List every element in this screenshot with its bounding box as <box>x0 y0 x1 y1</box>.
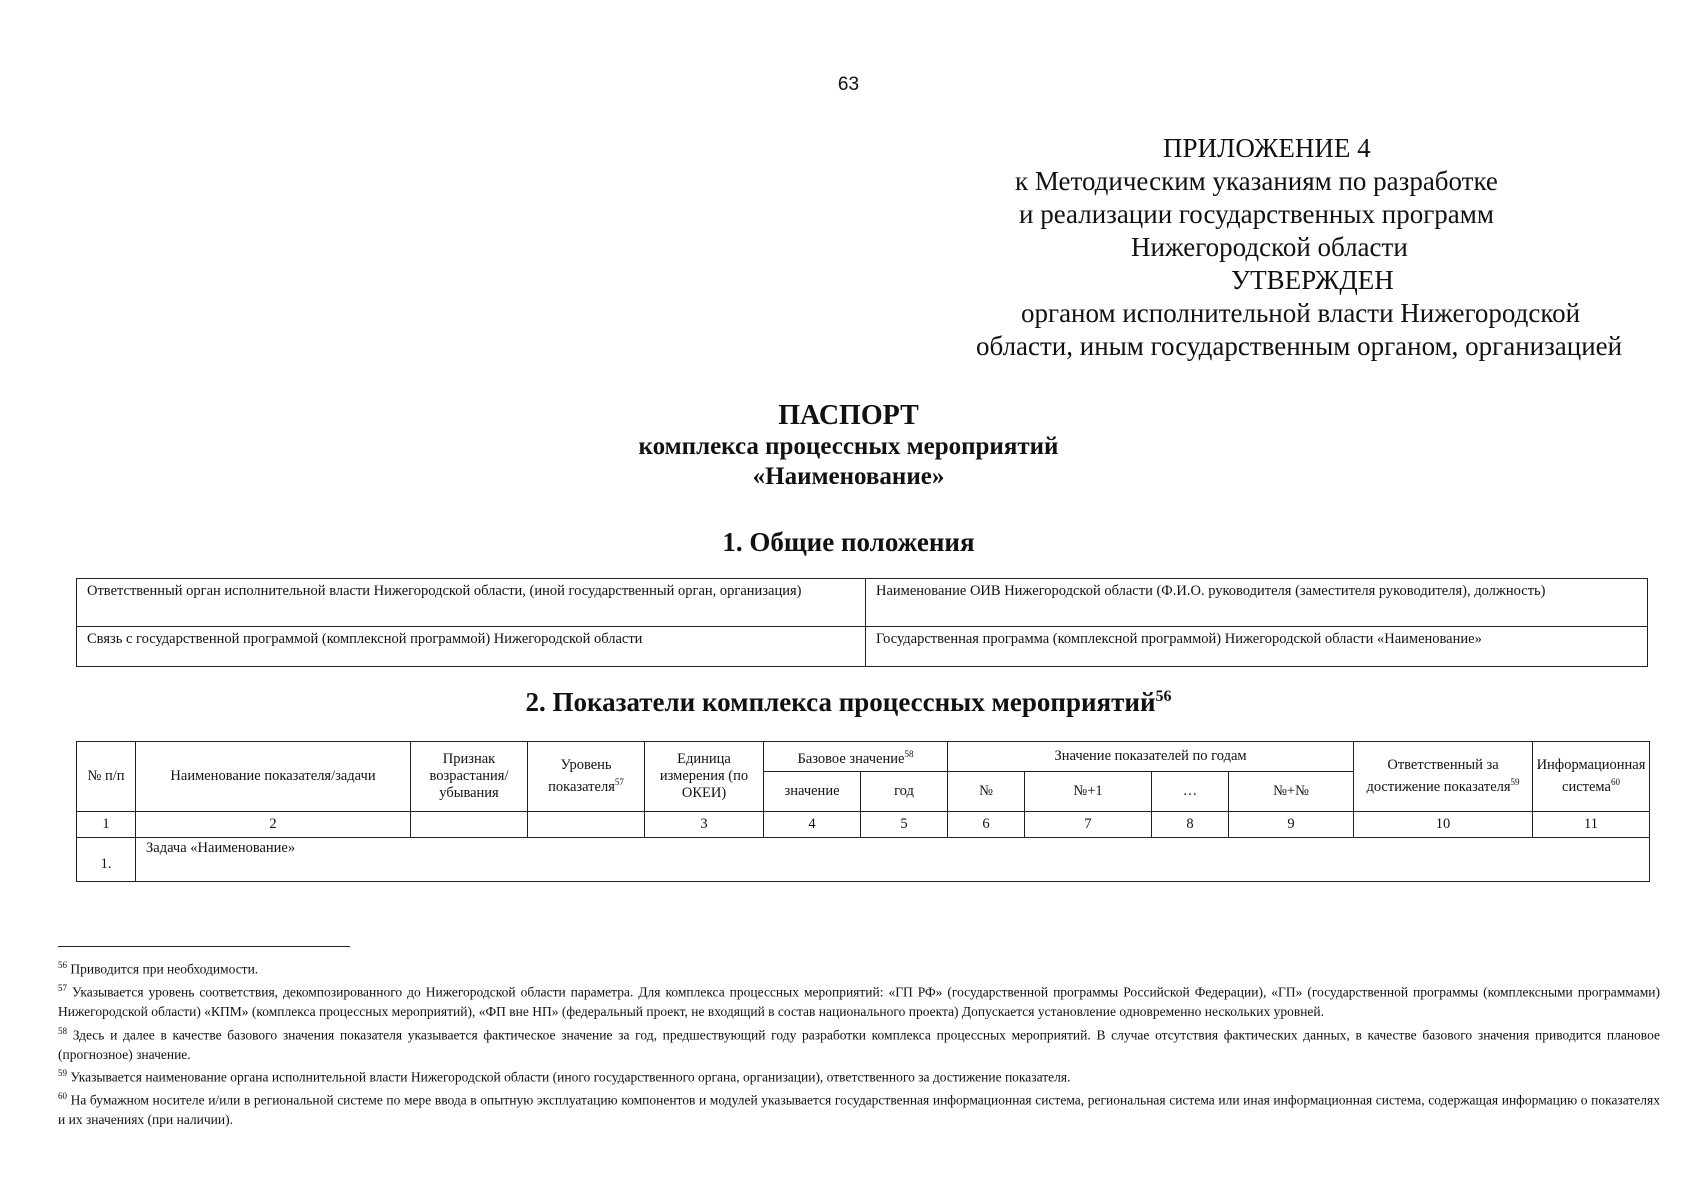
task-name: Задача «Наименование» <box>136 838 1650 882</box>
approved-label: УТВЕРЖДЕН <box>1231 265 1394 295</box>
title-main: ПАСПОРТ <box>778 400 919 431</box>
footnote-number: 60 <box>58 1091 67 1101</box>
table-cell-value: Государственная программа (комплексной программой) Нижегородской области «Наименование» <box>866 627 1648 667</box>
page-number: 63 <box>837 74 860 95</box>
footnote-ref: 58 <box>904 748 914 759</box>
header-responsible <box>1354 742 1533 812</box>
header-year-n: № <box>948 772 1025 812</box>
footnote <box>58 1022 1660 1065</box>
column-number: 4 <box>764 812 861 838</box>
footnote <box>58 956 1660 979</box>
footnote-number: 58 <box>58 1025 67 1036</box>
footnote-number: 56 <box>58 960 67 970</box>
column-number: 2 <box>136 812 411 838</box>
footnote-text: Указывается уровень соответствия, декомпозированного до Нижегородской области параметра. Для комплекса процессных мероприятий: «ГП РФ» (государственной программы Российской Федерации), «ГП» (государственной программы (комплексными программами) Нижегородской области) «КПМ» (комплекса процессных мероприятий), «ФП вне НП» (федеральный проект, не входящий в состав национального проекта) Допускается установление одновременно нескольких уровней. <box>58 984 1661 1019</box>
column-number: 10 <box>1354 812 1533 838</box>
column-number: 6 <box>948 812 1025 838</box>
footnotes <box>58 956 1660 1130</box>
appendix-line: к Методическим указаниям по разработке <box>1015 166 1498 196</box>
table-cell-value: Наименование ОИВ Нижегородской области (Ф.И.О. руководителя (заместителя руководителя), должность) <box>866 579 1648 627</box>
footnote-text: Здесь и далее в качестве базового значения показателя указывается фактическое значение за год, предшествующий году разработки комплекса процессных мероприятий. В случае отсутствия фактических данных, в качестве базового значения приводится плановое (прогнозное) значение. <box>58 1027 1660 1062</box>
footnote-ref: 60 <box>1610 777 1620 788</box>
section1-heading: 1. Общие положения <box>722 527 975 557</box>
column-number: 3 <box>645 812 764 838</box>
table-row <box>77 627 1648 667</box>
footnote-ref: 57 <box>614 777 624 788</box>
header-num: № п/п <box>77 742 136 812</box>
title-line: «Наименование» <box>752 463 945 490</box>
footnote-text: Приводится при необходимости. <box>70 961 259 977</box>
column-number: 7 <box>1025 812 1152 838</box>
header-base-year: год <box>861 772 948 812</box>
appendix-line: и реализации государственных программ <box>1019 199 1494 229</box>
header-row <box>77 742 1650 772</box>
column-number <box>411 812 528 838</box>
footnote-ref: 59 <box>1510 777 1520 788</box>
appendix-block <box>955 132 1675 363</box>
appendix-line: Нижегородской области <box>1131 232 1408 262</box>
appendix-title: ПРИЛОЖЕНИЕ 4 <box>1163 133 1371 163</box>
task-row <box>77 838 1650 882</box>
indicators-table <box>76 741 1650 882</box>
column-number: 11 <box>1533 812 1650 838</box>
column-number: 1 <box>77 812 136 838</box>
column-number: 5 <box>861 812 948 838</box>
column-number: 9 <box>1229 812 1354 838</box>
footnote-ref: 56 <box>1155 688 1172 705</box>
header-years: Значение показателей по годам <box>948 742 1354 772</box>
header-name: Наименование показателя/задачи <box>136 742 411 812</box>
header-system-text: Информационная система <box>1536 757 1646 795</box>
footnote-text: На бумажном носителе и/или в региональной системе по мере ввода в опытную эксплуатацию компонентов и модулей указывается государственная информационная система, региональная система или иная информационная система, содержащая информацию о показателях и их значениях (при наличии). <box>58 1092 1660 1127</box>
footnote-number: 57 <box>58 983 67 993</box>
header-base <box>764 742 948 772</box>
footnote <box>58 1087 1660 1130</box>
header-sign: Признак возрастания/ убывания <box>411 742 528 812</box>
footnote <box>58 1064 1660 1087</box>
table-cell-label: Связь с государственной программой (комплексной программой) Нижегородской области <box>77 627 866 667</box>
footnote-text: Указывается наименование органа исполнительной власти Нижегородской области (иного государственного органа, организации), ответственного за достижение показателя. <box>70 1069 1071 1085</box>
footnote-divider <box>58 946 350 947</box>
header-year-nn: №+№ <box>1229 772 1354 812</box>
header-system <box>1533 742 1650 812</box>
general-info-table <box>76 578 1648 667</box>
column-number: 8 <box>1152 812 1229 838</box>
header-level-text: Уровень показателя <box>548 757 615 795</box>
section2-heading-text: 2. Показатели комплекса процессных мероприятий <box>525 687 1156 717</box>
footnote-number: 59 <box>58 1068 67 1078</box>
header-unit: Единица измерения (по ОКЕИ) <box>645 742 764 812</box>
approved-by-line: органом исполнительной власти Нижегородской <box>1021 298 1581 328</box>
section2-heading <box>0 687 1697 718</box>
task-number: 1. <box>77 838 136 882</box>
table-row <box>77 579 1648 627</box>
header-responsible-text: Ответственный за достижение показателя <box>1366 757 1511 795</box>
numbering-row <box>77 812 1650 838</box>
header-base-value: значение <box>764 772 861 812</box>
title-line: комплекса процессных мероприятий <box>638 433 1059 460</box>
header-year-n1: №+1 <box>1025 772 1152 812</box>
header-year-ellipsis: … <box>1152 772 1229 812</box>
footnote <box>58 979 1660 1022</box>
table-cell-label: Ответственный орган исполнительной власти Нижегородской области, (иной государственный орган, организация) <box>77 579 866 627</box>
header-base-text: Базовое значение <box>797 750 905 767</box>
column-number <box>528 812 645 838</box>
document-title <box>0 400 1697 492</box>
header-level <box>528 742 645 812</box>
approved-by-line: области, иным государственным органом, организацией <box>976 331 1623 361</box>
